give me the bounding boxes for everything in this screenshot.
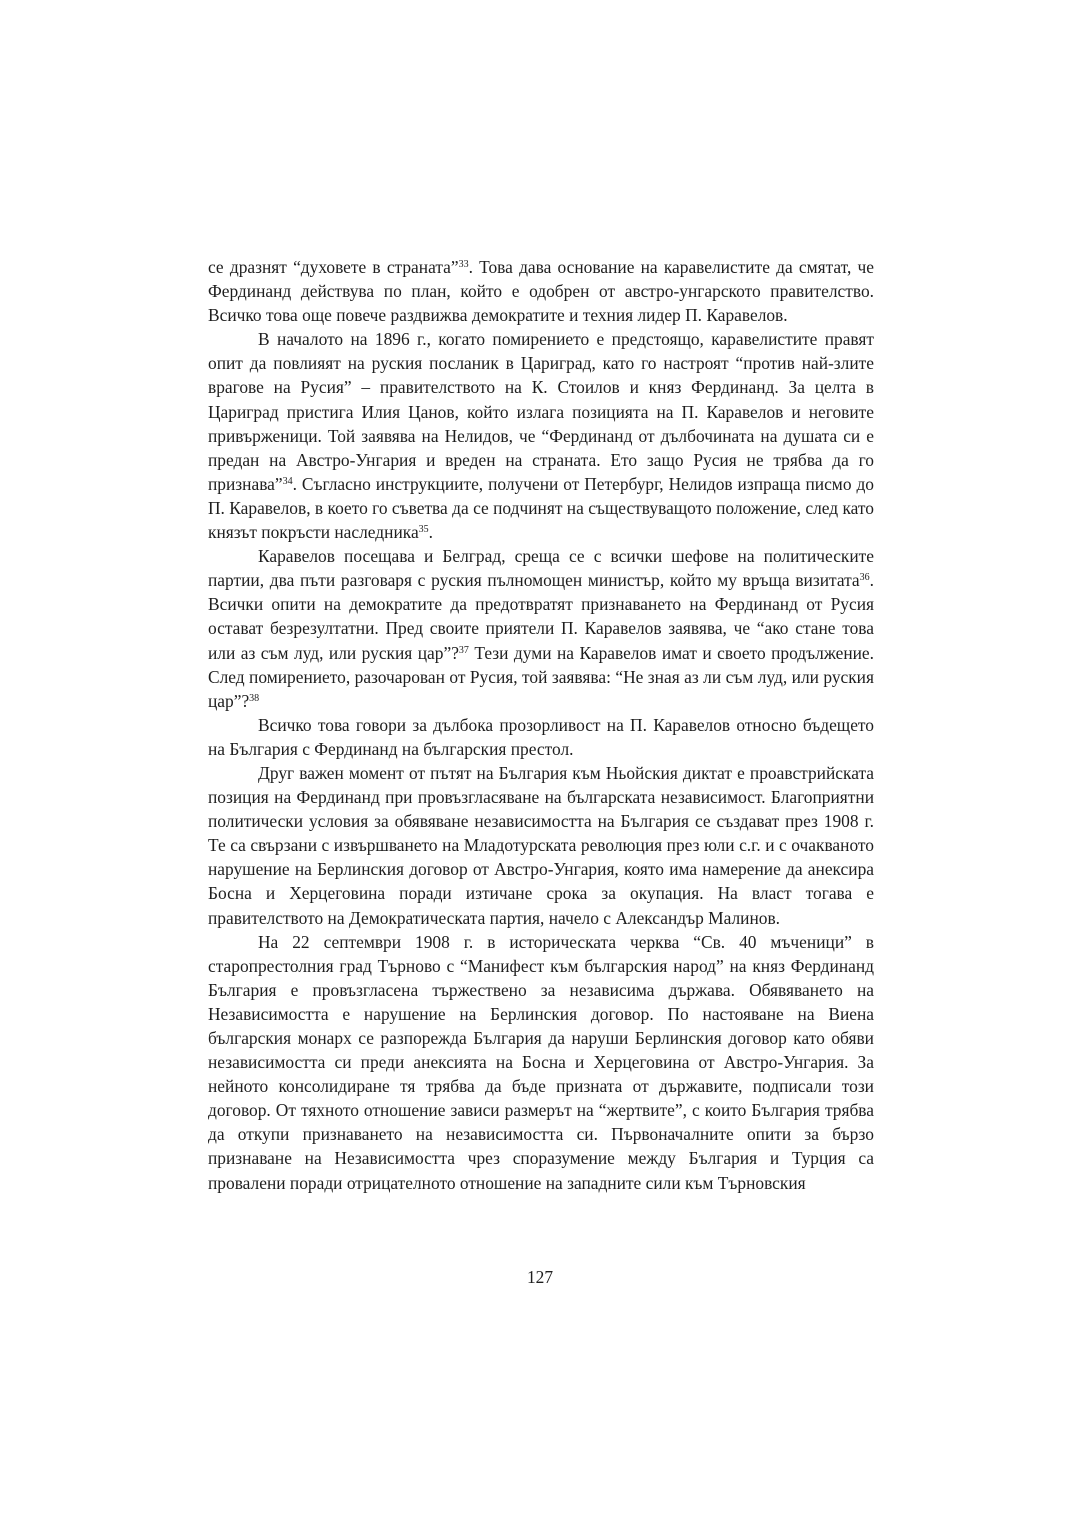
paragraph-6 — [208, 930, 874, 1195]
footnote-ref-33: 33 — [458, 259, 469, 270]
paragraph-2 — [208, 327, 874, 544]
paragraph-5 — [208, 761, 874, 930]
footnote-ref-38: 38 — [249, 692, 260, 704]
text-run: Тези думи на Каравелов имат и своето продължение. След помирението, разочарован от Русия, той заявява: “Не зная аз ли съм луд, или руския цар”? — [208, 642, 875, 711]
text-run: Друг важен момент от пътят на България към Ньойския диктат е проавстрийската позиция на Фердинанд при провъзгласяване на българската независимост. Благоприятни политически условия за обявяване независимостта на България се създават през 1908 г. Те са свързани с извършването на Младотурската революция през юли с.г. и с очакваното нарушение на Берлинския договор от Австро-Унгария, която има намерение да анексира Босна и Херцеговина поради изтичане срока за окупация. На власт тогава е правителството на Демократическата партия, начело с Александър Малинов. — [208, 762, 874, 928]
text-run: Каравелов посещава и Белград, среща се с всички шефове на политическите партии, два пъти разговаря с руския пълномощен министър, който му връща визитата — [208, 546, 874, 591]
text-run: На 22 септември 1908 г. в историческата черква “Св. 40 мъченици” в старопрестолния град Търново с “Манифест към българския народ” на княз Фердинанд България е провъзгласена тържествено за независима държава. Обявяването на Независимостта е нарушение на Берлинския договор. По настояване на Виена българския монарх се разпорежда България да наруши Берлинския договор като обяви независимостта си преди анексията на Босна и Херцеговина от Австро-Унгария. За нейното консолидиране тя трябва да бъде призната от държавите, подписали този договор. От тяхното отношение зависи размерът на “жертвите”, с които България трябва да откупи признаването на независимостта си. Първоначалните опити за бързо признаване на Независимостта чрез споразумение между България и Турция са провалени поради отрицателното отношение на западните сили към Търновския — [208, 931, 874, 1193]
body-text — [208, 255, 874, 1195]
text-run: В началото на 1896 г., когато помирението е предстоящо, каравелистите правят опит да повлияят на руския посланик в Цариград, като го настроят “против най-злите врагове на Русия” – правителството на К. Стоилов и княз Фердинанд. За целта в Цариград пристига Илия Цанов, който излага позицията на П. Каравелов и неговите привърженици. Той заявява на Нелидов, че “Фердинанд от дълбочината на душата си е предан на Австро-Унгария и вреден на страната. Ето защо Русия не трябва да го признава” — [208, 329, 874, 494]
footnote-ref-37: 37 — [458, 644, 469, 656]
footnote-ref-35: 35 — [418, 524, 429, 536]
text-run: Всичко това говори за дълбока прозорливост на П. Каравелов относно бъдещето на България с Фердинанд на българския престол. — [208, 714, 874, 759]
text-run: . Това дава основание на каравелистите да смятат, че Фердинанд действува по план, който е одобрен от австро-унгарското правителство. Всичко това още повече раздвижва демократите и техния лидер П. Каравелов. — [208, 257, 874, 326]
text-run: . Съгласно инструкциите, получени от Петербург, Нелидов изпраща писмо до П. Каравелов, в което го съветва да се подчинят на съществуващото положение, след като князът покръсти наследника — [208, 473, 874, 543]
footnote-ref-34: 34 — [282, 475, 293, 487]
paragraph-3 — [208, 544, 874, 713]
paragraph-1 — [208, 255, 874, 327]
paragraph-4 — [208, 713, 874, 761]
page-number: 127 — [526, 1267, 554, 1287]
text-run: се дразнят “духовете в страната” — [208, 257, 459, 277]
text-run: . — [428, 522, 434, 543]
footnote-ref-36: 36 — [859, 572, 870, 584]
text-run: . Всички опити на демократите да предотвратят признаването на Фердинанд от Русия остават безрезултатни. Пред своите приятели П. Каравелов заявява, че “ако стане това или аз съм луд, или руския цар”? — [208, 570, 874, 663]
